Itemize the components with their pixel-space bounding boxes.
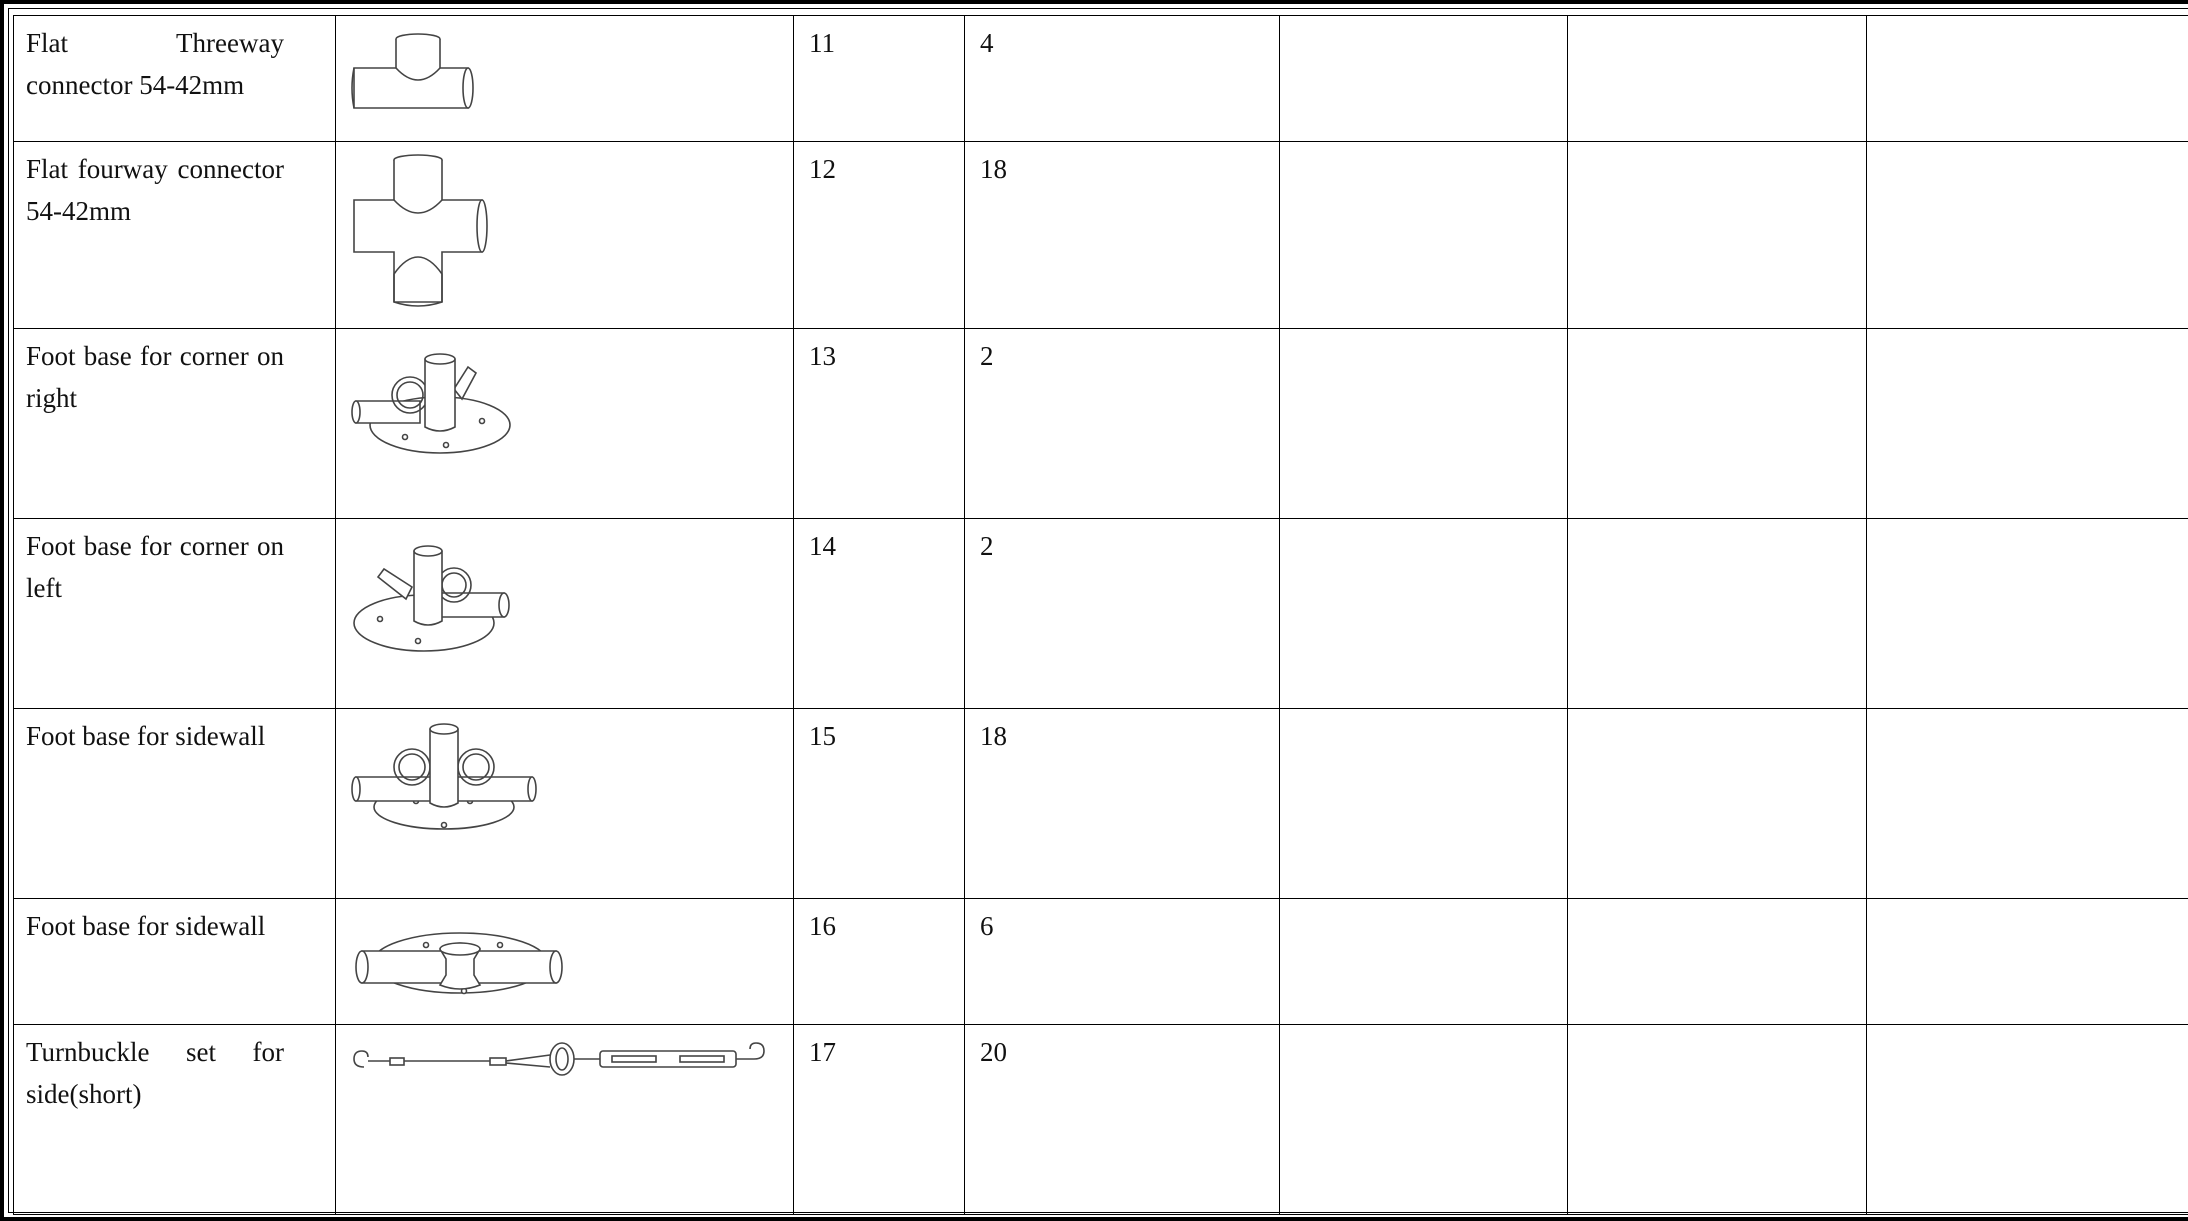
table-row [14,16,2188,142]
empty-cell [1568,329,1867,519]
part-description: Turnbuckle set for side(short) [26,1037,284,1109]
empty-cell [1280,329,1568,519]
item-number: 12 [794,142,965,329]
description-cell [14,899,336,1025]
quantity: 2 [965,519,1280,709]
item-number: 11 [794,16,965,142]
empty-cell [1867,1025,2188,1215]
item-number: 13 [794,329,965,519]
item-number: 14 [794,519,965,709]
image-cell [336,709,794,899]
table-row [14,142,2188,329]
image-cell [336,899,794,1025]
empty-cell [1867,329,2188,519]
image-cell [336,329,794,519]
part-description: Foot base for corner on left [26,531,284,603]
foot-base-corner-right-icon [350,339,520,469]
image-cell [336,142,794,329]
table-row [14,709,2188,899]
empty-cell [1568,519,1867,709]
image-cell [336,1025,794,1215]
table-row [14,329,2188,519]
empty-cell [1280,519,1568,709]
description-cell [14,1025,336,1215]
quantity: 20 [965,1025,1280,1215]
turnbuckle-set-icon [350,1035,780,1095]
empty-cell [1867,899,2188,1025]
quantity: 18 [965,142,1280,329]
empty-cell [1568,709,1867,899]
empty-cell [1280,16,1568,142]
quantity: 4 [965,16,1280,142]
part-description: Flat fourway connector 54-42mm [26,154,284,226]
description-cell [14,142,336,329]
table-row [14,519,2188,709]
foot-base-sidewall-flat-icon [350,909,580,1019]
image-cell [336,16,794,142]
fourway-connector-icon [350,152,500,312]
empty-cell [1867,142,2188,329]
quantity: 2 [965,329,1280,519]
empty-cell [1568,142,1867,329]
threeway-connector-icon [350,26,490,136]
empty-cell [1280,1025,1568,1215]
description-cell [14,709,336,899]
part-description: Foot base for sidewall [26,911,266,941]
part-description: Foot base for corner on right [26,341,284,413]
foot-base-corner-left-icon [350,529,520,659]
description-cell [14,329,336,519]
empty-cell [1867,519,2188,709]
table-row [14,899,2188,1025]
part-description: Flat Threeway connector 54-42mm [26,28,284,100]
empty-cell [1867,709,2188,899]
empty-cell [1280,142,1568,329]
quantity: 18 [965,709,1280,899]
empty-cell [1867,16,2188,142]
part-description: Foot base for sidewall [26,721,266,751]
empty-cell [1568,16,1867,142]
parts-table [13,15,2188,1215]
empty-cell [1280,899,1568,1025]
empty-cell [1568,1025,1867,1215]
item-number: 16 [794,899,965,1025]
empty-cell [1280,709,1568,899]
table-row [14,1025,2188,1215]
item-number: 17 [794,1025,965,1215]
item-number: 15 [794,709,965,899]
empty-cell [1568,899,1867,1025]
foot-base-sidewall-icon [350,719,550,849]
image-cell [336,519,794,709]
quantity: 6 [965,899,1280,1025]
description-cell [14,16,336,142]
description-cell [14,519,336,709]
